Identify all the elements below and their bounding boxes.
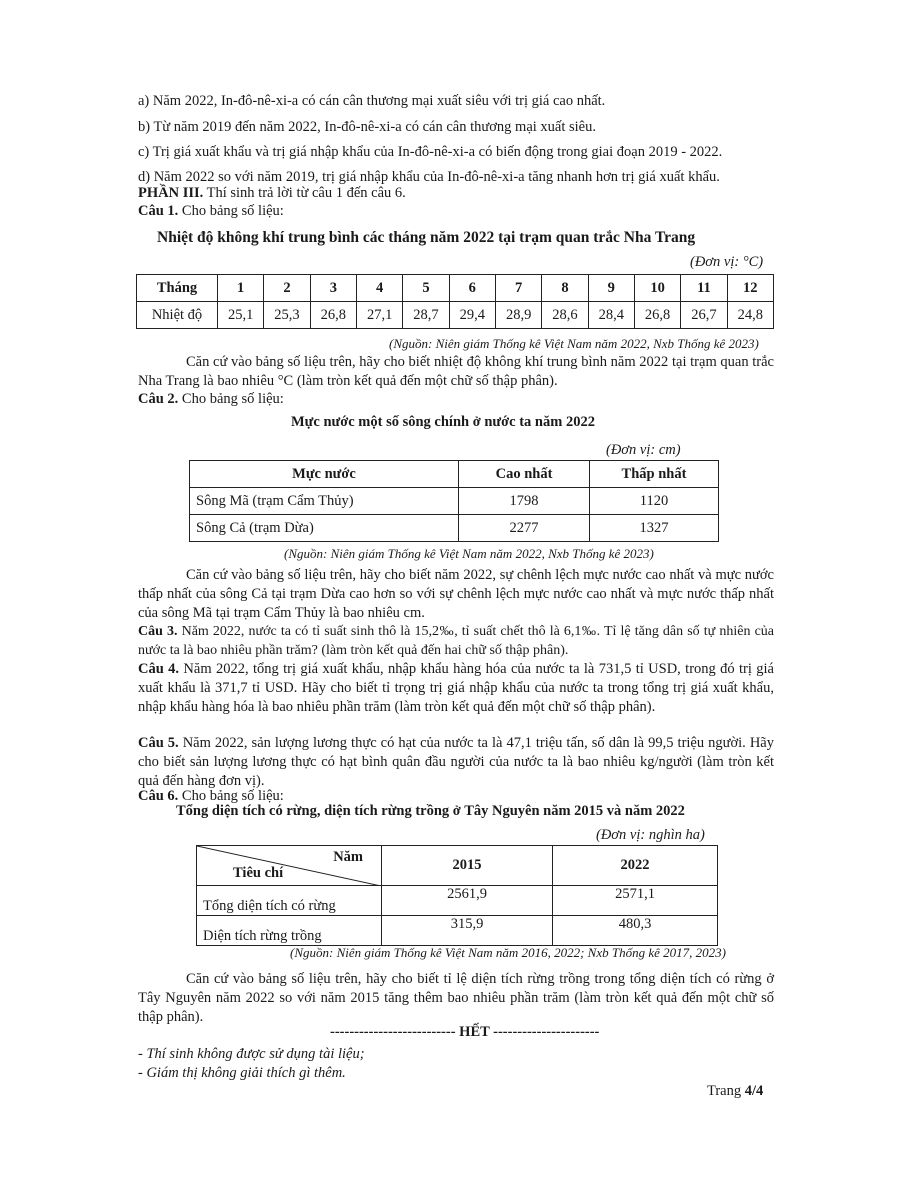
q1-row-temps (137, 302, 774, 329)
q6-year: 2015 (382, 846, 553, 886)
q1-label: Câu 1. (138, 203, 179, 219)
q6-table (196, 845, 718, 946)
q6-source: (Nguồn: Niên giám Thống kê Việt Nam năm 2016, 2022; Nxb Thống kê 2017, 2023) (290, 945, 726, 960)
q1-temp: 24,8 (727, 302, 773, 329)
q1-temp: 29,4 (449, 302, 495, 329)
q1-temp: 26,8 (634, 302, 680, 329)
q6-intro-text: Cho bảng số liệu: (178, 788, 284, 804)
q2-unit: (Đơn vị: cm) (606, 442, 681, 458)
q3-label: Câu 3. (138, 624, 178, 639)
q1-month: 4 (356, 275, 402, 302)
q5-label: Câu 5. (138, 735, 179, 751)
part-iii-label: PHẦN III. (138, 185, 204, 201)
q2-table (189, 460, 719, 542)
item-b: b) Từ năm 2019 đến năm 2022, In-đô-nê-xi-a có cán cân thương mại xuất siêu. (138, 119, 596, 135)
table-row (190, 488, 719, 515)
q1-unit: (Đơn vị: °C) (690, 254, 764, 270)
q1-month: 11 (681, 275, 727, 302)
q2-intro (138, 391, 284, 408)
q2-header: Thấp nhất (590, 461, 719, 488)
q1-temp: 25,1 (218, 302, 264, 329)
q1-month: 1 (218, 275, 264, 302)
q4-text: Năm 2022, tổng trị giá xuất khẩu, nhập khẩu hàng hóa của nước ta là 731,5 tỉ USD, trong đó trị giá xuất khẩu là 371,7 tỉ USD. Hãy cho biết tỉ trọng trị giá nhập khẩu của nước ta trong tổng trị giá xuất khẩu, nhập khẩu hàng hóa là bao nhiêu phần trăm (làm tròn kết quả đến một chữ số thập phân). (138, 661, 774, 715)
q1-month: 2 (264, 275, 310, 302)
q6-table-title: Tổng diện tích có rừng, diện tích rừng trồng ở Tây Nguyên năm 2015 và năm 2022 (176, 803, 685, 819)
item-d: d) Năm 2022 so với năm 2019, trị giá nhập khẩu của In-đô-nê-xi-a tăng nhanh hơn trị giá xuất khẩu. (138, 169, 720, 185)
q2-table-title: Mực nước một số sông chính ở nước ta năm 2022 (291, 414, 595, 430)
note-1: - Thí sinh không được sử dụng tài liệu; (138, 1046, 365, 1062)
q1-table (136, 274, 774, 329)
q6-corner-cell (197, 846, 382, 886)
part-iii-text: Thí sinh trả lời từ câu 1 đến câu 6. (203, 185, 406, 201)
q6-corner-bottom: Tiêu chí (233, 865, 284, 881)
page-value: 4/4 (744, 1083, 764, 1099)
q2-question: Căn cứ vào bảng số liệu trên, hãy cho biết năm 2022, sự chênh lệch mực nước cao nhất và mực nước thấp nhất của sông Cả tại trạm Dừa cao hơn so với sự chênh lệch mực nước cao nhất và mực nước thấp nhất của sông Mã tại trạm Cẩm Thủy là bao nhiêu cm. (138, 567, 774, 621)
q6-header-row (197, 846, 718, 886)
page-label: Trang (707, 1083, 745, 1099)
q2-river: Sông Cả (trạm Dừa) (190, 515, 459, 542)
q1-intro (138, 203, 284, 220)
note-2: - Giám thị không giải thích gì thêm. (138, 1065, 346, 1081)
q1-temp: 27,1 (356, 302, 402, 329)
q3-text: Năm 2022, nước ta có tỉ suất sinh thô là 15,2‰, tỉ suất chết thô là 6,1‰. Tỉ lệ tăng dân số tự nhiên của nước ta là bao nhiêu phần trăm? (làm tròn kết quả đến hai chữ số thập phân). (138, 624, 774, 658)
q2-header: Cao nhất (459, 461, 590, 488)
q1-temp: 28,9 (495, 302, 541, 329)
q6-question: Căn cứ vào bảng số liệu trên, hãy cho biết tỉ lệ diện tích rừng trồng trong tổng diện tích có rừng ở Tây Nguyên năm 2022 so với năm 2015 tăng thêm bao nhiêu phần trăm (làm tròn kết quả đến một chữ số thập phân). (138, 971, 774, 1025)
q1-source: (Nguồn: Niên giám Thống kê Việt Nam năm 2022, Nxb Thống kê 2023) (389, 336, 759, 351)
q6-value-2022: 480,3 (553, 916, 718, 946)
table-row (190, 515, 719, 542)
page-number (707, 1083, 763, 1100)
q1-month: 7 (495, 275, 541, 302)
q1-month: 12 (727, 275, 773, 302)
q6-label: Câu 6. (138, 788, 179, 804)
part-iii-heading (138, 185, 406, 202)
q2-max: 2277 (459, 515, 590, 542)
q1-table-title: Nhiệt độ không khí trung bình các tháng năm 2022 tại trạm quan trắc Nha Trang (157, 229, 696, 246)
q1-month: 3 (310, 275, 356, 302)
q2-max: 1798 (459, 488, 590, 515)
q5 (138, 734, 774, 791)
q2-intro-text: Cho bảng số liệu: (178, 391, 284, 407)
q6-corner-top: Năm (333, 849, 363, 865)
q6-criterion: Tổng diện tích có rừng (197, 886, 382, 916)
q4 (138, 660, 774, 717)
q6-value-2022: 2571,1 (553, 886, 718, 916)
q2-label: Câu 2. (138, 391, 179, 407)
q2-header: Mực nước (190, 461, 459, 488)
q2-min: 1327 (590, 515, 719, 542)
q6-unit: (Đơn vị: nghìn ha) (596, 827, 705, 843)
q1-temp: 28,6 (542, 302, 588, 329)
q3 (138, 622, 774, 660)
q6-criterion: Diện tích rừng trồng (197, 916, 382, 946)
q1-month: 5 (403, 275, 449, 302)
q6-value-2015: 315,9 (382, 916, 553, 946)
q6-year: 2022 (553, 846, 718, 886)
table-row (197, 916, 718, 946)
q2-min: 1120 (590, 488, 719, 515)
q4-label: Câu 4. (138, 661, 180, 677)
q2-header-row (190, 461, 719, 488)
q2-river: Sông Mã (trạm Cẩm Thủy) (190, 488, 459, 515)
q1-month: 9 (588, 275, 634, 302)
q1-month: 10 (634, 275, 680, 302)
item-c: c) Trị giá xuất khẩu và trị giá nhập khẩu của In-đô-nê-xi-a có biến động trong giai đoạn 2019 - 2022. (138, 144, 723, 160)
q1-question: Căn cứ vào bảng số liệu trên, hãy cho biết nhiệt độ không khí trung bình năm 2022 tại trạm quan trắc Nha Trang là bao nhiêu °C (làm tròn kết quả đến một chữ số thập phân). (138, 354, 774, 389)
table-row (197, 886, 718, 916)
q1-month: 8 (542, 275, 588, 302)
q1-row2-head: Nhiệt độ (137, 302, 218, 329)
q1-temp: 25,3 (264, 302, 310, 329)
q1-temp: 28,7 (403, 302, 449, 329)
q1-row1-head: Tháng (137, 275, 218, 302)
q1-row-months (137, 275, 774, 302)
end-line: -------------------------- HẾT ---------------------- (330, 1024, 600, 1040)
q1-month: 6 (449, 275, 495, 302)
item-a: a) Năm 2022, In-đô-nê-xi-a có cán cân thương mại xuất siêu với trị giá cao nhất. (138, 93, 606, 109)
q1-temp: 26,8 (310, 302, 356, 329)
q1-temp: 28,4 (588, 302, 634, 329)
q5-text: Năm 2022, sản lượng lương thực có hạt của nước ta là 47,1 triệu tấn, số dân là 99,5 triệu người. Hãy cho biết sản lượng lương thực có hạt bình quân đầu người của nước ta là bao nhiêu kg/người (làm tròn kết quả đến hàng đơn vị). (138, 735, 774, 789)
q6-value-2015: 2561,9 (382, 886, 553, 916)
q2-source: (Nguồn: Niên giám Thống kê Việt Nam năm 2022, Nxb Thống kê 2023) (284, 546, 654, 561)
q1-temp: 26,7 (681, 302, 727, 329)
q1-intro-text: Cho bảng số liệu: (178, 203, 284, 219)
